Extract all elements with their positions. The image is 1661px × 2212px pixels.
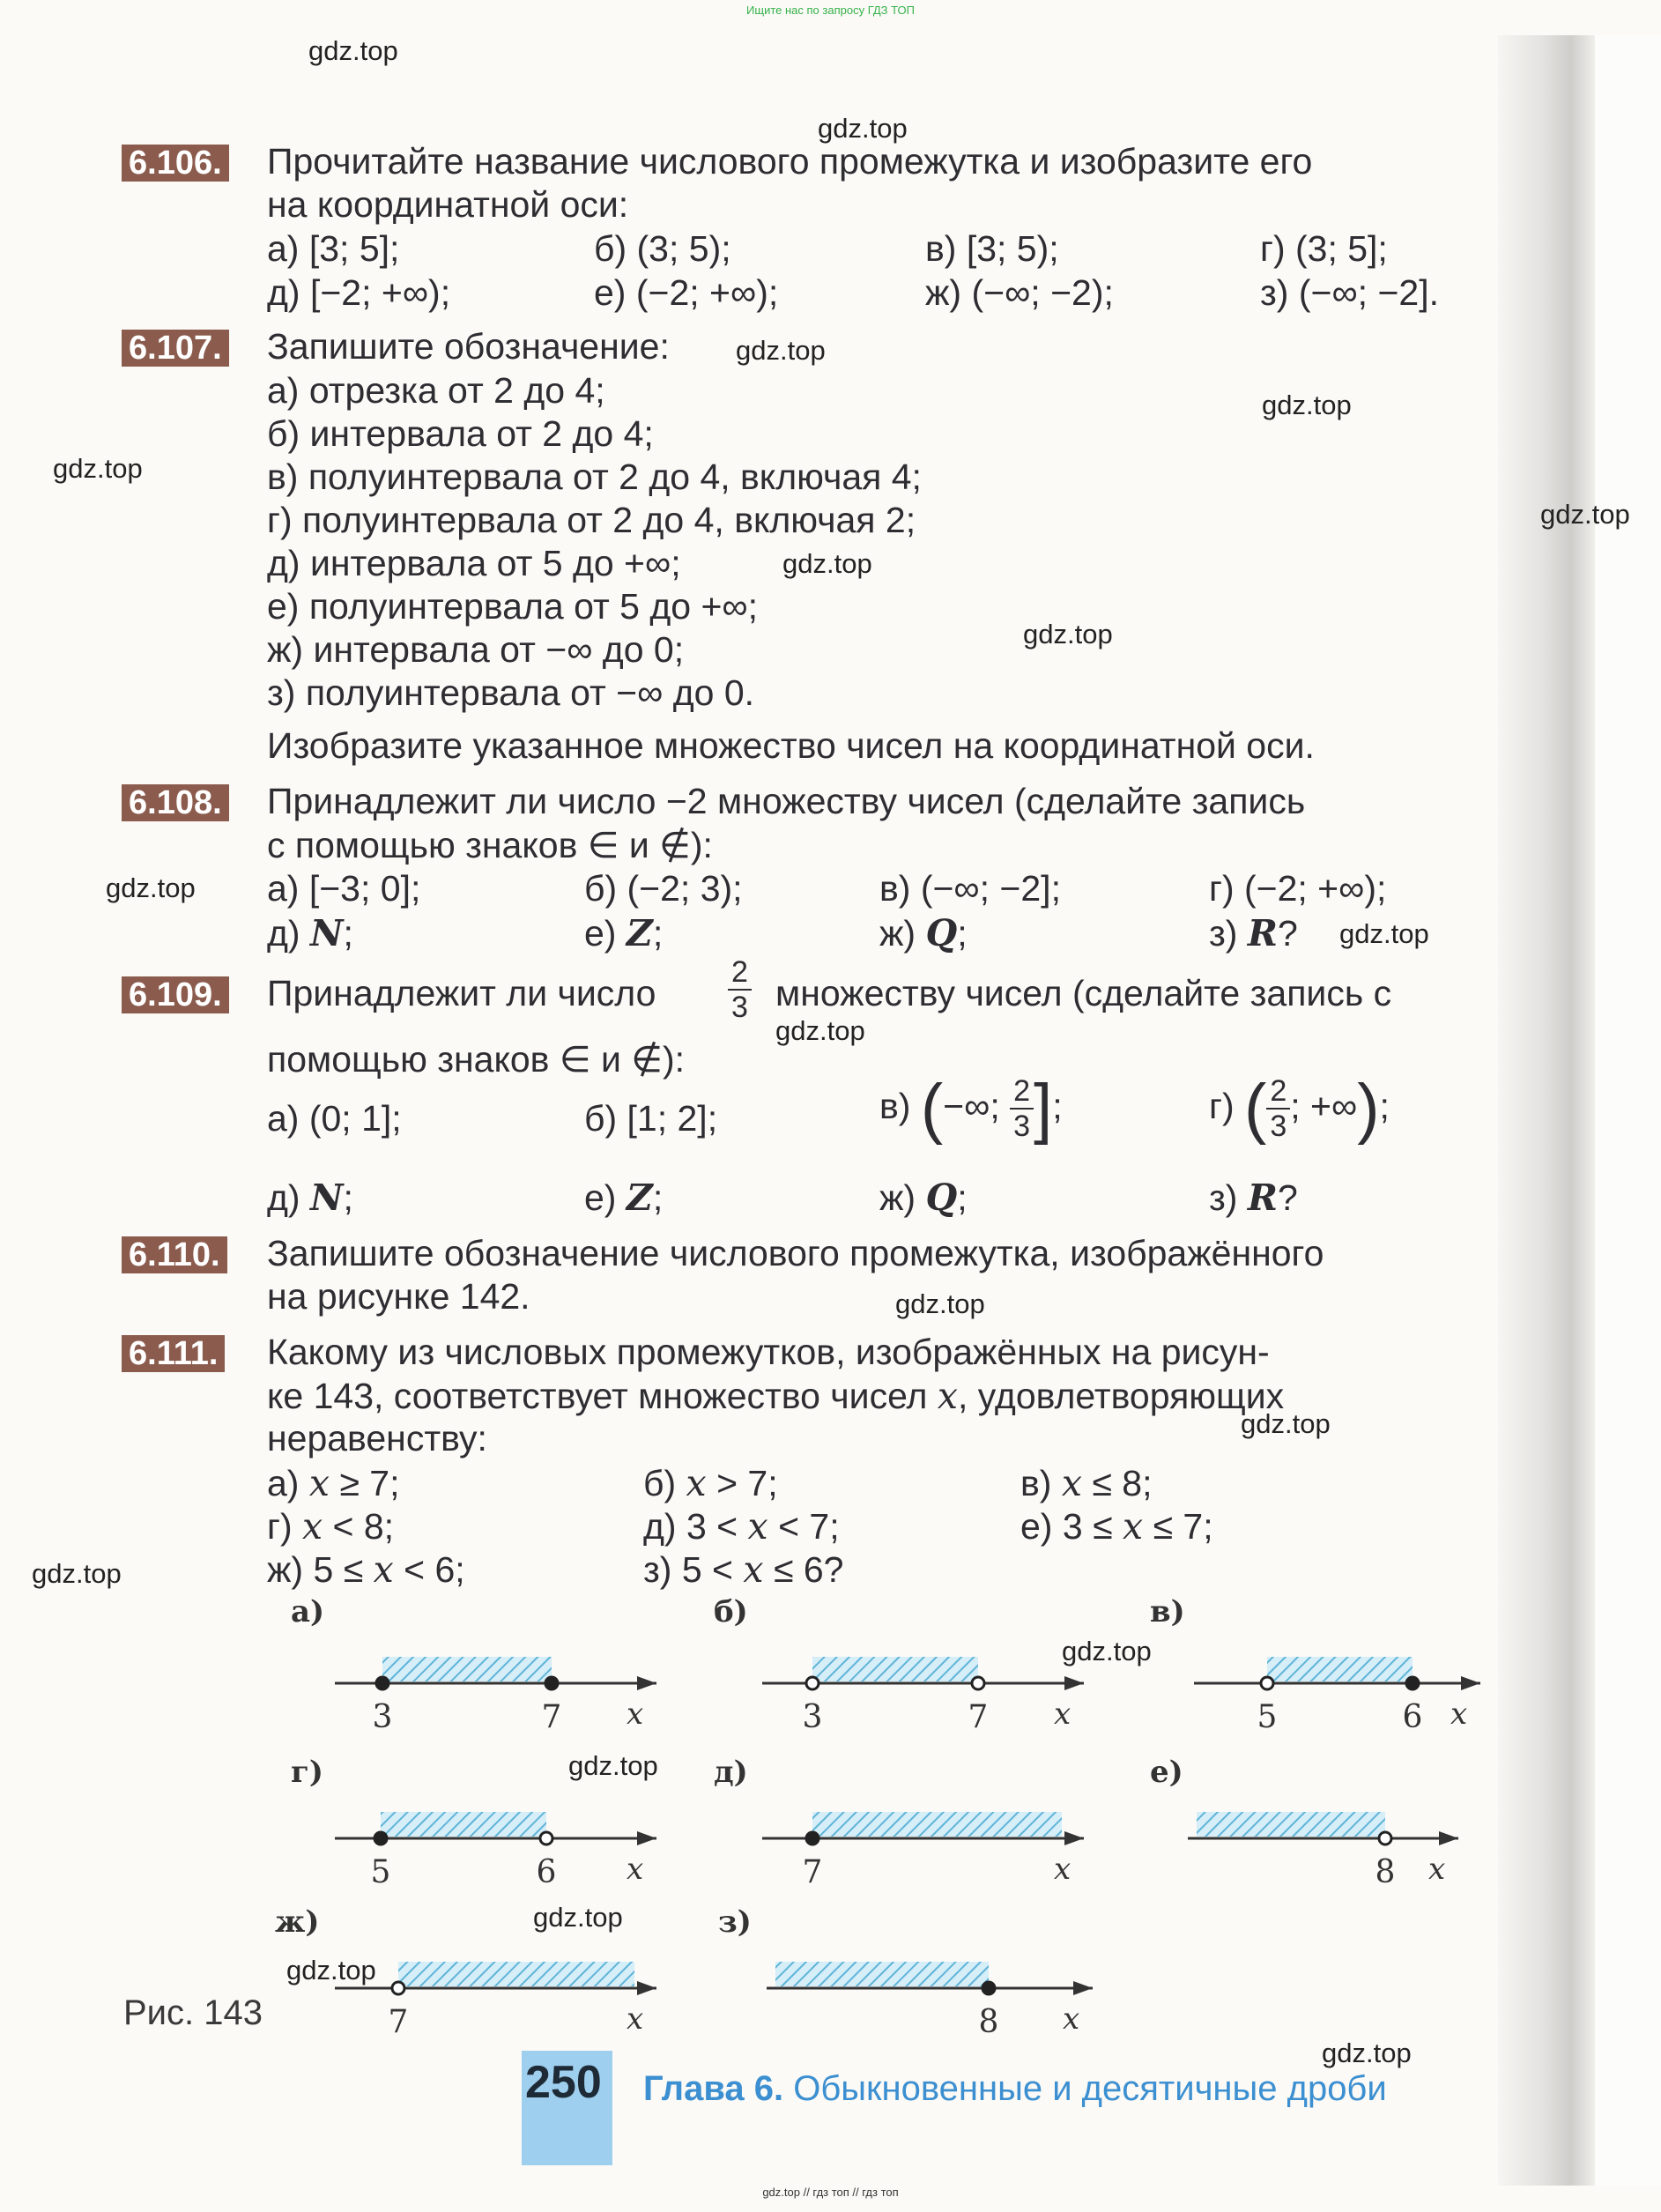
problem-item: в) x ≤ 8; xyxy=(1020,1462,1153,1504)
page-number: 250 xyxy=(525,2057,602,2108)
watermark: gdz.top xyxy=(106,872,196,903)
problem-item: е) Z; xyxy=(584,1177,664,1219)
watermark: gdz.top xyxy=(736,335,826,366)
problem-item: ж) 5 ≤ x < 6; xyxy=(267,1548,465,1591)
problem-item: б) (−2; 3); xyxy=(584,868,743,909)
open-point xyxy=(1261,1677,1273,1689)
axis-arrow xyxy=(1439,1831,1458,1845)
problem-text: Запишите обозначение числового промежутка, изображённого xyxy=(267,1233,1324,1273)
panel-label: д) xyxy=(714,1755,748,1790)
tick-label: 5 xyxy=(1257,1699,1278,1735)
axis-variable: x xyxy=(1450,1696,1468,1732)
watermark: gdz.top xyxy=(818,113,908,144)
axis-variable: x xyxy=(1428,1852,1446,1887)
panel-label: ж) xyxy=(275,1904,320,1940)
axis-arrow xyxy=(1073,1981,1093,1995)
watermark: gdz.top xyxy=(53,453,143,484)
problem-item: г) ( $\frac{2}{3}$ ; +∞); xyxy=(1209,1071,1390,1146)
number-line-panel xyxy=(714,1755,1084,1890)
watermark: gdz.top xyxy=(533,1902,623,1933)
problem-item: з) R? xyxy=(1209,912,1298,954)
problem-item: г) полуинтервала от 2 до 4, включая 2; xyxy=(267,500,916,540)
page-edge xyxy=(1595,35,1661,2186)
problem-item: д) N; xyxy=(267,912,353,954)
problem-text: помощью знаков ∈ и ∉): xyxy=(267,1039,686,1080)
top-note: Ищите нас по запросу ГДЗ ТОП xyxy=(746,4,915,17)
problem-item: б) [1; 2]; xyxy=(584,1098,718,1139)
watermark: gdz.top xyxy=(286,1955,376,1986)
problem-text: ке 143, соответствует множество чисел x, удовлетворяющих xyxy=(267,1375,1285,1417)
panel-label: в) xyxy=(1150,1594,1185,1629)
problem-item: з) (−∞; −2]. xyxy=(1260,272,1439,313)
problem-item: в) (−∞; −2]; xyxy=(879,868,1061,909)
watermark: gdz.top xyxy=(1540,499,1630,530)
watermark: gdz.top xyxy=(775,1015,865,1046)
number-line-panel xyxy=(291,1594,656,1735)
panel-label: з) xyxy=(718,1904,752,1940)
hatched-region xyxy=(398,1962,634,1986)
problem-number: 6.110. xyxy=(122,1236,227,1273)
problem-item: д) [−2; +∞); xyxy=(267,272,451,313)
problem-text: Прочитайте название числового промежутка и изобразите его xyxy=(267,141,1313,182)
number-line-panel xyxy=(1150,1755,1458,1890)
hatched-region xyxy=(812,1657,978,1681)
panel-label: б) xyxy=(714,1594,748,1629)
panel-label: е) xyxy=(1150,1755,1183,1790)
open-point xyxy=(1379,1832,1391,1845)
problem-text: Принадлежит ли число xyxy=(267,973,656,1013)
tick-label: 8 xyxy=(978,2004,999,2040)
problem-number: 6.107. xyxy=(122,330,229,367)
problem-item: а) (0; 1]; xyxy=(267,1098,402,1139)
tick-label: 3 xyxy=(802,1699,823,1735)
watermark: gdz.top xyxy=(1322,2038,1412,2068)
problem-item: ж) Q; xyxy=(879,1177,968,1219)
watermark: gdz.top xyxy=(568,1750,658,1781)
axis-arrow xyxy=(637,1676,656,1690)
bottom-note: gdz.top // гдз топ // гдз топ xyxy=(762,2186,899,2199)
tick-label: 7 xyxy=(388,2004,409,2040)
page-gutter-shadow xyxy=(1498,35,1595,2186)
problem-text: множеству чисел (сделайте запись с xyxy=(775,973,1392,1013)
watermark: gdz.top xyxy=(1262,390,1352,420)
problem-item: а) x ≥ 7; xyxy=(267,1462,400,1504)
axis-arrow xyxy=(1461,1676,1480,1690)
watermark: gdz.top xyxy=(782,548,872,579)
panel-label: а) xyxy=(291,1594,325,1629)
problem-item: е) 3 ≤ x ≤ 7; xyxy=(1020,1505,1213,1548)
closed-point xyxy=(806,1832,819,1845)
axis-arrow xyxy=(637,1831,656,1845)
problem-number: 6.106. xyxy=(122,145,229,182)
axis-variable: x xyxy=(1054,1852,1071,1887)
number-line-panel xyxy=(714,1594,1084,1735)
hatched-region xyxy=(775,1962,989,1986)
hatched-region xyxy=(382,1657,552,1681)
tick-label: 7 xyxy=(802,1854,823,1890)
closed-point xyxy=(545,1677,558,1689)
problem-item: д) интервала от 5 до +∞; xyxy=(267,543,681,583)
watermark: gdz.top xyxy=(1062,1636,1152,1666)
problem-item: е) Z; xyxy=(584,912,664,954)
problem-text: на координатной оси: xyxy=(267,184,629,225)
problem-item: в) полуинтервала от 2 до 4, включая 4; xyxy=(267,457,922,497)
problem-item: г) (3; 5]; xyxy=(1260,228,1388,269)
problem-item: б) (3; 5); xyxy=(594,228,731,269)
problem-item: з) полуинтервала от −∞ до 0. xyxy=(267,672,755,713)
figure-caption: Рис. 143 xyxy=(123,1993,263,2032)
tick-label: 6 xyxy=(1402,1699,1423,1735)
tick-label: 7 xyxy=(541,1699,562,1735)
problem-item: з) R? xyxy=(1209,1177,1298,1219)
chapter-title: Глава 6. Обыкновенные и десятичные дроби xyxy=(643,2069,1387,2108)
hatched-region xyxy=(1197,1812,1385,1837)
tick-label: 5 xyxy=(370,1854,391,1890)
problem-number: 6.108. xyxy=(122,784,229,821)
problem-item: ж) интервала от −∞ до 0; xyxy=(267,629,685,670)
watermark: gdz.top xyxy=(308,35,398,66)
problem-item: е) (−2; +∞); xyxy=(594,272,779,313)
problem-item: е) полуинтервала от 5 до +∞; xyxy=(267,586,759,627)
problem-text: Запишите обозначение: xyxy=(267,326,670,367)
problem-number: 6.111. xyxy=(122,1335,225,1372)
hatched-region xyxy=(1267,1657,1413,1681)
number-line-panel xyxy=(1150,1594,1480,1735)
problem-item: в) [3; 5); xyxy=(925,228,1059,269)
tick-label: 6 xyxy=(536,1854,557,1890)
problem-text: на рисунке 142. xyxy=(267,1276,530,1317)
watermark: gdz.top xyxy=(1241,1408,1331,1439)
axis-variable: x xyxy=(1054,1696,1071,1732)
open-point xyxy=(540,1832,552,1845)
problem-item: г) (−2; +∞); xyxy=(1209,868,1387,909)
closed-point xyxy=(983,1982,995,1994)
hatched-region xyxy=(381,1812,546,1837)
number-line-panel xyxy=(718,1904,1093,2040)
problem-text: Принадлежит ли число −2 множеству чисел (сделайте запись xyxy=(267,781,1306,821)
axis-arrow xyxy=(637,1981,656,1995)
problem-text: Изобразите указанное множество чисел на координатной оси. xyxy=(267,725,1315,766)
problem-item: г) x < 8; xyxy=(267,1505,395,1548)
problem-item: б) x > 7; xyxy=(643,1462,778,1504)
watermark: gdz.top xyxy=(32,1558,122,1589)
problem-item: а) [3; 5]; xyxy=(267,228,400,269)
closed-point xyxy=(374,1832,387,1845)
problem-number: 6.109. xyxy=(122,976,229,1013)
problem-item: ж) Q; xyxy=(879,912,968,954)
axis-variable: x xyxy=(627,2001,644,2037)
problem-text: с помощью знаков ∈ и ∉): xyxy=(267,825,713,865)
open-point xyxy=(972,1677,984,1689)
fraction: $\frac{2}{3}$ xyxy=(728,957,752,1022)
axis-arrow xyxy=(1064,1831,1084,1845)
problem-item: а) отрезка от 2 до 4; xyxy=(267,370,605,411)
watermark: gdz.top xyxy=(1339,918,1429,949)
problem-item: д) 3 < x < 7; xyxy=(643,1505,840,1548)
open-point xyxy=(392,1982,404,1994)
axis-arrow xyxy=(1064,1676,1084,1690)
watermark: gdz.top xyxy=(1023,619,1113,649)
axis-variable: x xyxy=(627,1696,644,1732)
problem-item: а) [−3; 0]; xyxy=(267,868,421,909)
hatched-region xyxy=(812,1812,1062,1837)
watermark: gdz.top xyxy=(895,1288,985,1319)
tick-label: 3 xyxy=(372,1699,393,1735)
open-point xyxy=(806,1677,819,1689)
closed-point xyxy=(1406,1677,1419,1689)
problem-item: в) (−∞; $\frac{2}{3}$ ]; xyxy=(879,1071,1063,1146)
closed-point xyxy=(376,1677,389,1689)
tick-label: 7 xyxy=(968,1699,989,1735)
problem-item: ж) (−∞; −2); xyxy=(925,272,1114,313)
problem-item: б) интервала от 2 до 4; xyxy=(267,413,654,454)
problem-item: з) 5 < x ≤ 6? xyxy=(643,1548,844,1591)
problem-text: неравенству: xyxy=(267,1418,487,1459)
axis-variable: x xyxy=(1063,2001,1080,2037)
axis-variable: x xyxy=(627,1852,644,1887)
tick-label: 8 xyxy=(1375,1854,1396,1890)
problem-text: Какому из числовых промежутков, изображённых на рисун- xyxy=(267,1332,1270,1372)
panel-label: г) xyxy=(291,1755,323,1790)
problem-item: д) N; xyxy=(267,1177,353,1219)
